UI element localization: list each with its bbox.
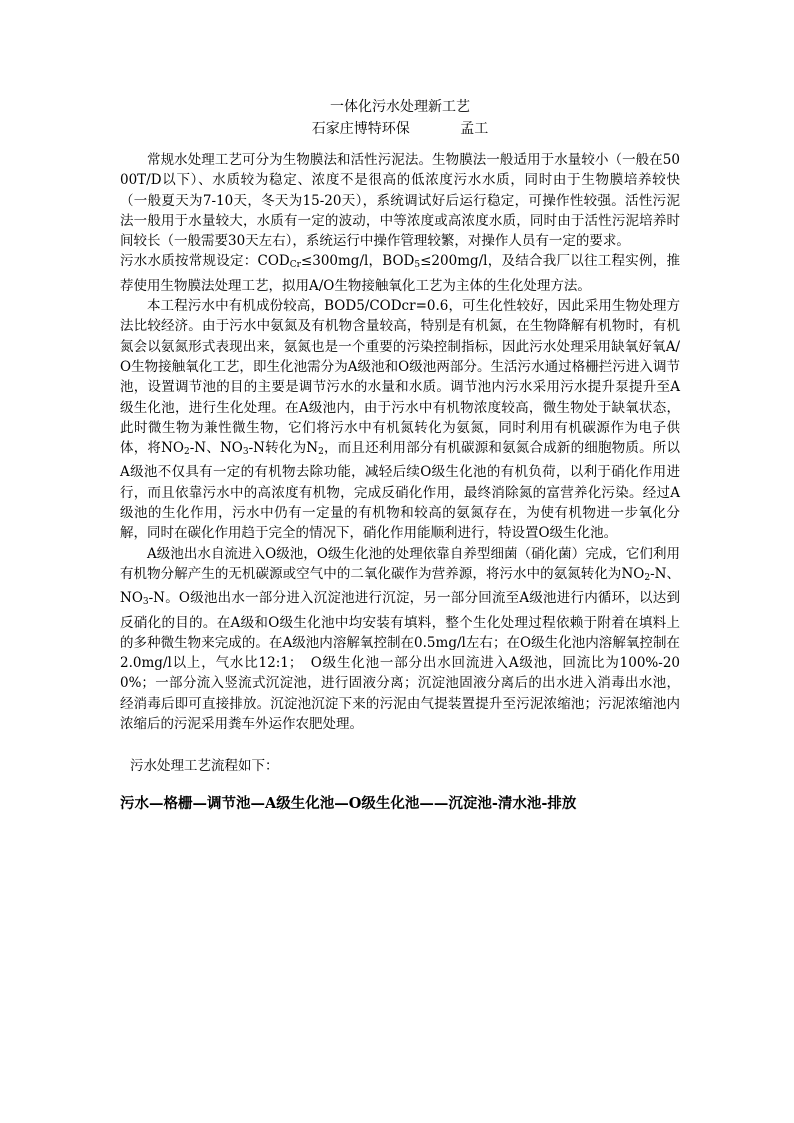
flow-intro: 污水处理工艺流程如下： [130, 758, 279, 775]
p4-text-a: A级池出水自流进入O级池，O级生化池的处理依靠自养型细菌（硝化菌）完成，它们利用有机物分解产生的无机碳源或空气中的二氧化碳作为营养源，将污水中的氨氮转化为NO [120, 545, 680, 582]
document-page [120, 96, 680, 813]
p3-text-d: ，而且还利用部分有机碳源和氨氮合成新的细胞物质。所以A级池不仅具有一定的有机物去除功能，减轻后续O级生化池的有机负荷，以利于硝化作用进行，而且依靠污水中的高浓度有机物，完成反硝化作用，最终消除氮的富营养化污染。经过A级池的生化作用，污水中仍有一定量的有机物和较高的氨氮存在，为使有机物进一步氧化分解，同时在碳化作用趋于完全的情况下，硝化作用能顺利进行，特设置O级生化池。 [120, 440, 680, 542]
p2-sub-cr: Cr [289, 260, 301, 271]
paragraph-3 [120, 296, 680, 544]
p3-sub-1: 2 [183, 447, 190, 458]
paragraph-1: 常规水处理工艺可分为生物膜法和活性污泥法。生物膜法一般适用于水量较小（一般在5000T/D以下）、水质较为稳定、浓度不是很高的低浓度污水水质，同时由于生物膜培养较快（一般夏天为7-10天，冬天为15-20天），系统调试好后运行稳定，可操作性较强。活性污泥法一般用于水量较大，水质有一定的波动，中等浓度或高浓度水质，同时由于活性污泥培养时间较长（一般需要30天左右），系统运行中操作管理较繁，对操作人员有一定的要求。 [120, 152, 680, 250]
p2-text-b: ≤300mg/l，BOD [300, 253, 415, 270]
p4-sub-1: 2 [644, 572, 651, 583]
p3-text-b: -N、NO [189, 440, 243, 457]
p4-sub-2: 3 [142, 597, 149, 608]
p4-text-b: -N、NO [120, 565, 680, 607]
organization: 石家庄博特环保 [311, 121, 410, 137]
paragraph-2 [120, 251, 680, 296]
p3-sub-2: 3 [242, 447, 249, 458]
p4-text-c: -N。O级池出水一部分进入沉淀池进行沉淀，另一部分回流至A级池进行内循环，以达到反硝化的目的。在A级和O级生化池中均安装有填料，整个生化处理过程依赖于附着在填料上的多种微生物来完成的。在A级池内溶解氧控制在0.5mg/l左右；在O级生化池内溶解氧控制在2.0mg/l以上，气水比12:1； O级生化池一部分出水回流进入A级池，回流比为100%-200%；一部分流入竖流式沉淀池，进行固液分离；沉淀池固液分离后的出水进入消毒出水池，经消毒后即可直接排放。沉淀池沉淀下来的污泥由气提装置提升至污泥浓缩池；污泥浓缩池内浓缩后的污泥采用粪车外运作农肥处理。 [120, 590, 680, 733]
p3-text-c: -N转化为N [248, 440, 319, 457]
p2-text-a: 污水水质按常规设定：COD [120, 253, 290, 270]
author-line [120, 118, 680, 140]
author-name: 孟工 [460, 121, 489, 137]
process-flow: 污水—格栅—调节池—A级生化池—O级生化池——沉淀池-清水池-排放 [120, 795, 577, 813]
p2-sub-5: 5 [414, 260, 421, 271]
p3-text-a: 本工程污水中有机成份较高，BOD5/CODcr=0.6，可生化性较好，因此采用生物处理方法比较经济。由于污水中氨氮及有机物含量较高，特别是有机氮，在生物降解有机物时，有机氮会以氨氮形式表现出来，氨氮也是一个重要的污染控制指标，因此污水处理采用缺氧好氧A/O生物接触氧化工艺，即生化池需分为A级池和O级池两部分。生活污水通过格栅拦污进入调节池，设置调节池的目的主要是调节污水的水量和水质。调节池内污水采用污水提升泵提升至A级生化池，进行生化处理。在A级池内，由于污水中有机物浓度较高，微生物处于缺氧状态，此时微生物为兼性微生物，它们将污水中有机氮转化为氨氮，同时利用有机碳源作为电子供体，将NO [120, 298, 680, 457]
p3-sub-3: 2 [318, 447, 324, 458]
p2-text-c: ≤200mg/l，及结合我厂以往工程实例，推荐使用生物膜法处理工艺，拟用A/O生物接触氧化工艺为主体的生化处理方法。 [120, 253, 680, 294]
document-title: 一体化污水处理新工艺 [330, 99, 470, 115]
paragraph-4 [120, 544, 680, 735]
